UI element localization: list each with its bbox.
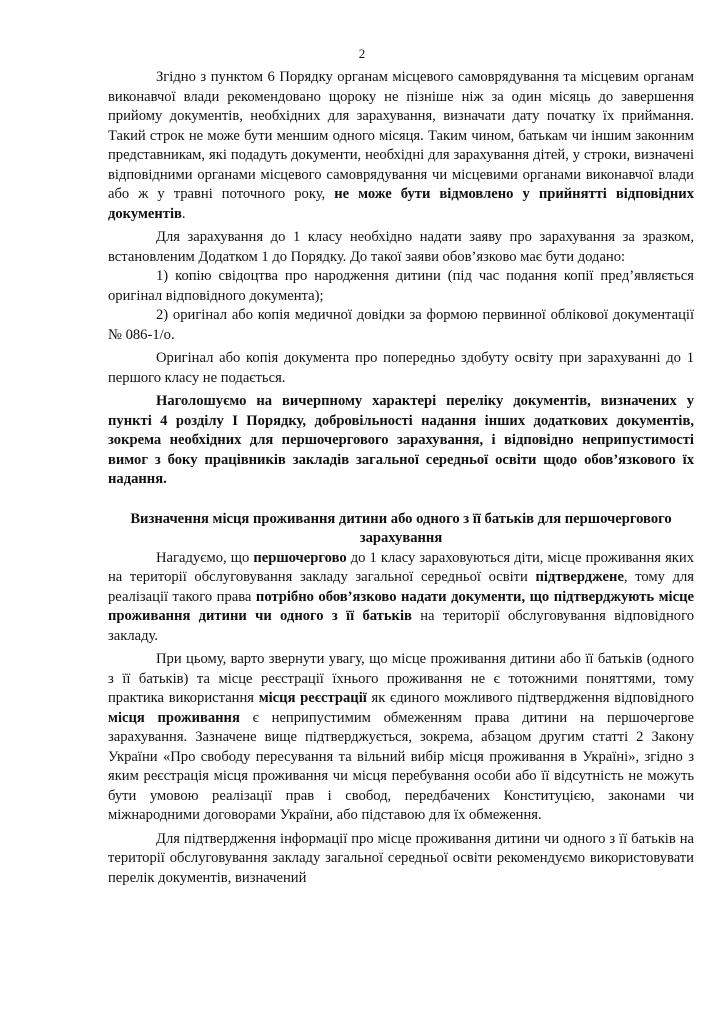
paragraph-text: Згідно з пунктом 6 Порядку органам місцевого самоврядування та місцевим органам виконавчої влади рекомендовано щороку не пізніше ніж за один місяць до завершення прийому документів, необхідних для зарахування, визначати дату початку їх приймання. Такий строк не може бути меншим одного місяця. Таким чином, батькам чи іншим законним представникам, які подадуть документи, необхідні для зарахування дітей, у строки, визначені відповідними органами місцевого самоврядування чи місцевими органами виконавчої влади або ж у травні поточного року, bbox=[108, 69, 694, 202]
paragraph-prior-education: Оригінал або копія документа про попередньо здобуту освіту при зарахуванні до 1 першого класу не подається. bbox=[108, 350, 694, 386]
paragraph-submission-dates bbox=[108, 68, 694, 224]
paragraph-text: є неприпустимим обмеженням права дитини на першочергове зарахування. Зазначене вище підтверджується, зокрема, абзацом другим статті 2 Закону України «Про свободу пересування та вільний вибір місця проживання в Україні», згідно з яким реєстрація місця проживання чи місця перебування особи або її відсутність не можуть бути умовою реалізації прав і свобод, передбачених Конституцією, законами чи міжнародними договорами України, або підставою для їх обмеження. bbox=[108, 709, 695, 823]
emphasis-text: потрібно обов’язково надати документи, що підтверджують місце проживання дитини чи одного з її батьків bbox=[108, 588, 694, 624]
emphasis-text: підтверджене bbox=[535, 569, 624, 585]
section-heading: Визначення місця проживання дитини або одного з її батьків для першочергового зарахування bbox=[130, 510, 672, 546]
paragraph-text: Нагадуємо, що bbox=[156, 549, 254, 566]
paragraph-text: . bbox=[181, 205, 186, 222]
paragraph-text: до 1 класу зараховуються діти, місце проживання яких на території обслуговування закладу загальної середньої освіти bbox=[108, 549, 694, 585]
paragraph-priority-enrollment bbox=[108, 549, 694, 647]
paragraph-confirmation-documents: Для підтвердження інформації про місце проживання дитини чи одного з її батьків на території обслуговування закладу загальної середньої освіти рекомендуємо використовувати перелік документів, визначений bbox=[108, 830, 694, 886]
emphasis-text: місця проживання bbox=[108, 709, 240, 726]
paragraph-text: , тому для реалізації такого права bbox=[108, 569, 695, 605]
paragraph-residence-vs-registration bbox=[108, 650, 694, 826]
paragraph-text: як єдиного можливого підтвердження відповідного bbox=[366, 690, 694, 706]
emphasis-text: місця реєстрації bbox=[258, 690, 367, 706]
paragraph-text: При цьому, варто звернути увагу, що місце проживання дитини або її батьків (одного з її батьків) та місце реєстрації їхнього проживання не є тотожними поняттями, тому практика використання bbox=[108, 651, 694, 706]
list-item-medical-certificate: 2) оригінал або копія медичної довідки за формою первинної облікової документації № 086-1/о. bbox=[108, 307, 694, 343]
list-item-birth-certificate: 1) копію свідоцтва про народження дитини (під час подання копії пред’являється оригінал відповідного документа); bbox=[108, 268, 694, 304]
paragraph-emphasis-documents: Наголошуємо на вичерпному характері переліку документів, визначених у пункті 4 розділу I Порядку, добровільності надання інших додаткових документів, зокрема необхідних для першочергового зарахування, і відповідно неприпустимості вимог з боку працівників закладів загальної середньої освіти щодо обов’язкового їх надання. bbox=[108, 393, 694, 487]
emphasis-text: першочергово bbox=[253, 549, 347, 566]
paragraph-application: Для зарахування до 1 класу необхідно надати заяву про зарахування за зразком, встановленим Додатком 1 до Порядку. До такої заяви обов’язково має бути додано: bbox=[108, 229, 694, 265]
page-number: 2 bbox=[358, 46, 366, 61]
emphasis-text: не може бути відмовлено у прийнятті відповідних документів bbox=[108, 186, 694, 222]
document-body bbox=[108, 68, 694, 888]
paragraph-text: на території обслуговування відповідного закладу. bbox=[108, 608, 695, 644]
